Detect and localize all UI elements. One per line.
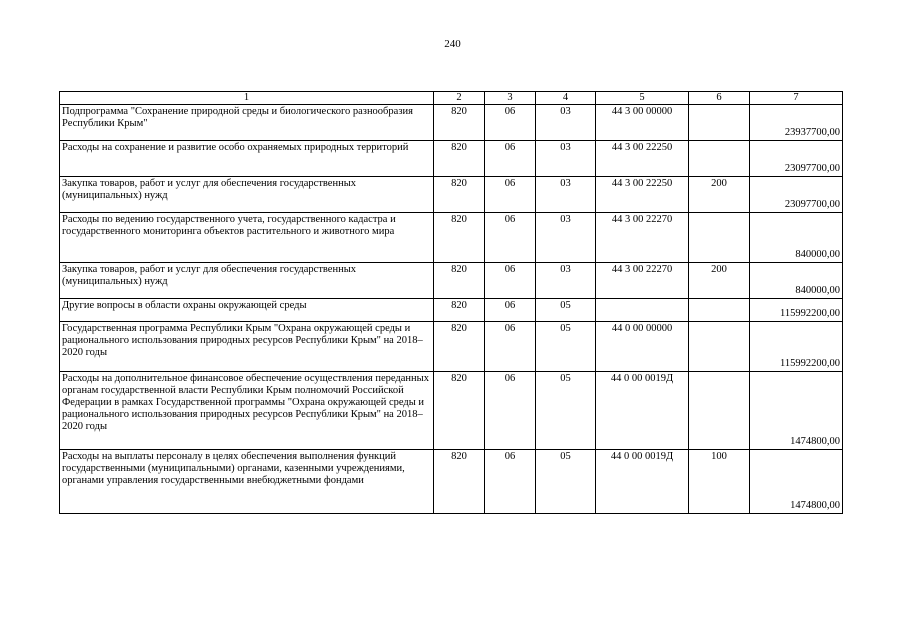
header-cell: 1 (60, 92, 434, 105)
cell-amount: 23097700,00 (750, 141, 843, 177)
cell-c3: 06 (485, 213, 536, 263)
row-name: Расходы на сохранение и развитие особо охраняемых природных территорий (60, 141, 434, 177)
cell-c2: 820 (434, 263, 485, 299)
table-row (60, 213, 843, 263)
cell-amount: 840000,00 (750, 213, 843, 263)
cell-c6 (689, 141, 750, 177)
cell-c3: 06 (485, 105, 536, 141)
cell-c2: 820 (434, 322, 485, 372)
row-name: Закупка товаров, работ и услуг для обеспечения государственных (муниципальных) нужд (60, 263, 434, 299)
header-cell: 7 (750, 92, 843, 105)
cell-c6 (689, 213, 750, 263)
cell-c4: 05 (536, 372, 596, 450)
cell-c5: 44 3 00 22270 (596, 213, 689, 263)
cell-c5: 44 3 00 22250 (596, 141, 689, 177)
table-row (60, 105, 843, 141)
cell-amount: 1474800,00 (750, 450, 843, 514)
cell-c4: 03 (536, 177, 596, 213)
cell-c5: 44 3 00 22270 (596, 263, 689, 299)
cell-c5 (596, 299, 689, 322)
cell-c4: 05 (536, 322, 596, 372)
header-cell: 5 (596, 92, 689, 105)
budget-table (59, 91, 843, 514)
cell-c3: 06 (485, 141, 536, 177)
cell-c5: 44 3 00 00000 (596, 105, 689, 141)
cell-c3: 06 (485, 177, 536, 213)
cell-c4: 05 (536, 450, 596, 514)
table-row (60, 141, 843, 177)
row-name: Расходы на выплаты персоналу в целях обеспечения выполнения функций государственными (муниципальными) органами, казенными учреждениями, органами управления государственными внебюджетными фондами (60, 450, 434, 514)
cell-c3: 06 (485, 372, 536, 450)
cell-c3: 06 (485, 450, 536, 514)
cell-c2: 820 (434, 177, 485, 213)
cell-c4: 03 (536, 105, 596, 141)
cell-c3: 06 (485, 263, 536, 299)
cell-c4: 03 (536, 141, 596, 177)
cell-c4: 03 (536, 213, 596, 263)
header-cell: 6 (689, 92, 750, 105)
cell-c6 (689, 322, 750, 372)
table-row (60, 299, 843, 322)
cell-amount: 1474800,00 (750, 372, 843, 450)
cell-amount: 115992200,00 (750, 322, 843, 372)
table-row (60, 263, 843, 299)
cell-amount: 840000,00 (750, 263, 843, 299)
cell-c6: 200 (689, 177, 750, 213)
cell-c3: 06 (485, 322, 536, 372)
cell-c5: 44 0 00 0019Д (596, 450, 689, 514)
row-name: Государственная программа Республики Крым "Охрана окружающей среды и рационального использования природных ресурсов Республики Крым" на 2018–2020 годы (60, 322, 434, 372)
table-row (60, 450, 843, 514)
row-name: Расходы на дополнительное финансовое обеспечение осуществления переданных органам государственной власти Республики Крым полномочий Российской Федерации в рамках Государственной программы "Охрана окружающей среды и рационального использования природных ресурсов Республики Крым" на 2018–2020 годы (60, 372, 434, 450)
cell-c4: 05 (536, 299, 596, 322)
cell-c2: 820 (434, 372, 485, 450)
cell-c2: 820 (434, 141, 485, 177)
cell-c5: 44 3 00 22250 (596, 177, 689, 213)
cell-c3: 06 (485, 299, 536, 322)
header-row (60, 92, 843, 105)
header-cell: 2 (434, 92, 485, 105)
page-number: 240 (444, 38, 461, 50)
cell-c2: 820 (434, 213, 485, 263)
header-cell: 4 (536, 92, 596, 105)
row-name: Подпрограмма "Сохранение природной среды и биологического разнообразия Республики Крым" (60, 105, 434, 141)
cell-amount: 23937700,00 (750, 105, 843, 141)
cell-c4: 03 (536, 263, 596, 299)
table-row (60, 372, 843, 450)
cell-c6 (689, 372, 750, 450)
cell-amount: 115992200,00 (750, 299, 843, 322)
cell-amount: 23097700,00 (750, 177, 843, 213)
cell-c2: 820 (434, 450, 485, 514)
header-cell: 3 (485, 92, 536, 105)
cell-c6: 100 (689, 450, 750, 514)
row-name: Закупка товаров, работ и услуг для обеспечения государственных (муниципальных) нужд (60, 177, 434, 213)
table-row (60, 177, 843, 213)
cell-c2: 820 (434, 299, 485, 322)
row-name: Расходы по ведению государственного учета, государственного кадастра и государственного мониторинга объектов растительного и животного мира (60, 213, 434, 263)
cell-c5: 44 0 00 0019Д (596, 372, 689, 450)
cell-c6: 200 (689, 263, 750, 299)
table-row (60, 322, 843, 372)
cell-c2: 820 (434, 105, 485, 141)
cell-c6 (689, 105, 750, 141)
cell-c5: 44 0 00 00000 (596, 322, 689, 372)
row-name: Другие вопросы в области охраны окружающей среды (60, 299, 434, 322)
cell-c6 (689, 299, 750, 322)
